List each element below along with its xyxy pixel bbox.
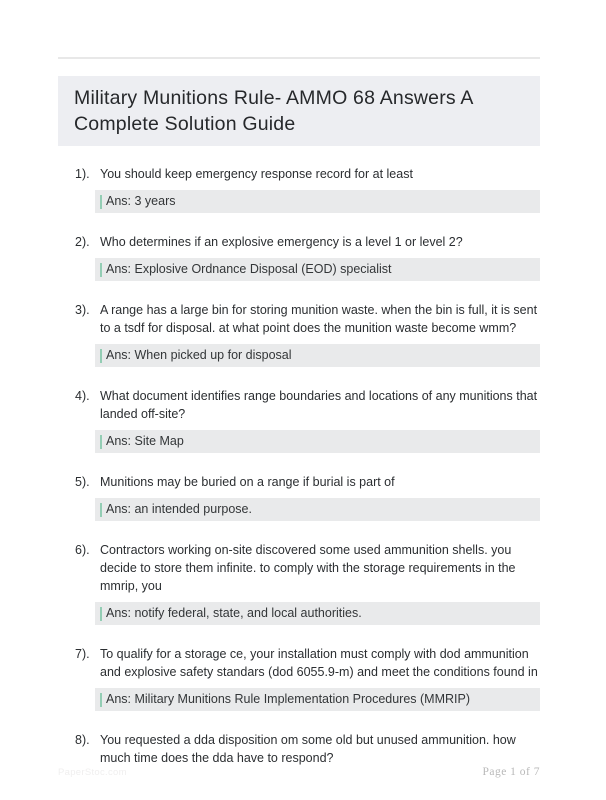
question-number: 3). xyxy=(75,303,90,317)
answer-highlight xyxy=(95,430,540,453)
page-content xyxy=(58,0,540,774)
question-text: Munitions may be buried on a range if burial is part of xyxy=(100,475,395,489)
answer-text: Ans: Site Map xyxy=(106,434,184,448)
answer-text: Ans: an intended purpose. xyxy=(106,502,252,516)
question-row xyxy=(58,233,540,251)
answer-cursor-tick-icon xyxy=(100,263,102,277)
question-row xyxy=(58,645,540,681)
answer-highlight xyxy=(95,602,540,625)
answer-text: Ans: When picked up for disposal xyxy=(106,348,292,362)
question-row xyxy=(58,473,540,491)
answer-highlight xyxy=(95,344,540,367)
answer-highlight xyxy=(95,258,540,281)
title-block xyxy=(58,76,540,146)
answer-cursor-tick-icon xyxy=(100,349,102,363)
question-text: A range has a large bin for storing munition waste. when the bin is full, it is sent to a tsdf for disposal. at what point does the munition waste become wmm? xyxy=(100,303,538,335)
question-text: You should keep emergency response record for at least xyxy=(100,167,413,181)
question-text: What document identifies range boundaries and locations of any munitions that landed off-site? xyxy=(100,389,538,421)
question-number: 5). xyxy=(75,475,90,489)
answer-cursor-tick-icon xyxy=(100,503,102,517)
answer-cursor-tick-icon xyxy=(100,195,102,209)
question-number: 1). xyxy=(75,167,90,181)
question-row xyxy=(58,165,540,183)
answer-text: Ans: Explosive Ordnance Disposal (EOD) specialist xyxy=(106,262,392,276)
answer-cursor-tick-icon xyxy=(100,435,102,449)
answer-highlight xyxy=(95,498,540,521)
answer-highlight xyxy=(95,190,540,213)
question-text: You requested a dda disposition om some old but unused ammunition. how much time does the dda have to respond? xyxy=(100,733,516,765)
question-row xyxy=(58,541,540,595)
question-number: 6). xyxy=(75,543,90,557)
question-text: Who determines if an explosive emergency is a level 1 or level 2? xyxy=(100,235,463,249)
answer-cursor-tick-icon xyxy=(100,607,102,621)
question-text: Contractors working on-site discovered some used ammunition shells. you decide to store them infinite. to comply with the storage requirements in the mmrip, you xyxy=(100,543,516,593)
answer-cursor-tick-icon xyxy=(100,693,102,707)
question-number: 8). xyxy=(75,733,90,747)
top-divider xyxy=(58,57,540,59)
answer-text: Ans: Military Munitions Rule Implementation Procedures (MMRIP) xyxy=(106,692,471,706)
question-row xyxy=(58,387,540,423)
question-list xyxy=(58,165,540,767)
answer-text: Ans: 3 years xyxy=(106,194,176,208)
question-text: To qualify for a storage ce, your installation must comply with dod ammunition and explosive safety standars (dod 6055.9-m) and meet the conditions found in xyxy=(100,647,538,679)
question-row xyxy=(58,301,540,337)
question-number: 2). xyxy=(75,235,90,249)
question-number: 7). xyxy=(75,647,90,661)
answer-highlight xyxy=(95,688,540,711)
question-row xyxy=(58,731,540,767)
question-number: 4). xyxy=(75,389,90,403)
page-title: Military Munitions Rule- AMMO 68 Answers A Complete Solution Guide xyxy=(74,87,473,135)
watermark-text: PaperStoc.com xyxy=(58,767,127,778)
page-footer xyxy=(58,766,540,778)
answer-text: Ans: notify federal, state, and local authorities. xyxy=(106,606,362,620)
page-number-indicator: Page 1 of 7 xyxy=(482,766,540,778)
